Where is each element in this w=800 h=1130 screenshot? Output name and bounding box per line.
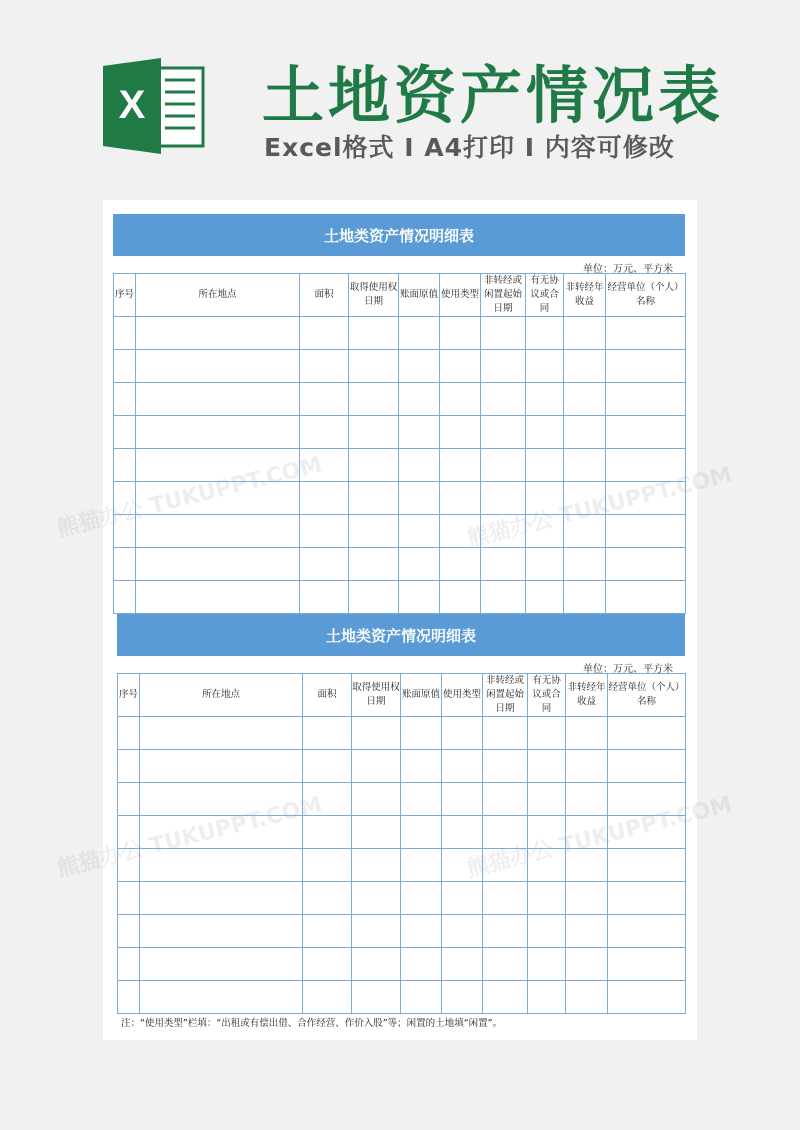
table-cell[interactable] (352, 750, 401, 783)
table-cell[interactable] (118, 915, 140, 948)
col-header: 面积 (303, 674, 352, 717)
table-cell[interactable] (440, 317, 481, 350)
col-header: 有无协议或合同 (526, 274, 564, 317)
table-cell[interactable] (564, 482, 606, 515)
table-cell[interactable] (136, 416, 300, 449)
table-cell[interactable] (300, 581, 349, 614)
col-header: 账面原值 (401, 674, 442, 717)
table-cell[interactable] (349, 581, 399, 614)
table-row (118, 717, 686, 750)
table-cell[interactable] (440, 482, 481, 515)
table-cell[interactable] (566, 948, 608, 981)
table-cell[interactable] (303, 816, 352, 849)
table-cell[interactable] (118, 981, 140, 1014)
table-cell[interactable] (528, 816, 566, 849)
asset-table (117, 673, 686, 1014)
watermark: 熊猫办公 TUKUPPT.COM (464, 792, 735, 883)
table-cell[interactable] (606, 548, 686, 581)
sheet (54, 200, 735, 1040)
table-cell[interactable] (442, 981, 483, 1014)
table-cell[interactable] (118, 783, 140, 816)
table-cell[interactable] (399, 581, 440, 614)
table-cell[interactable] (352, 882, 401, 915)
col-header: 取得使用权日期 (349, 274, 399, 317)
table-body (118, 717, 686, 1014)
table-cell[interactable] (401, 717, 442, 750)
table-cell[interactable] (481, 383, 526, 416)
table-cell[interactable] (481, 515, 526, 548)
table-cell[interactable] (136, 515, 300, 548)
watermark: 熊猫办公 TUKUPPT.COM (54, 452, 325, 543)
table-cell[interactable] (118, 882, 140, 915)
table-cell[interactable] (483, 816, 528, 849)
page-subtitle: Excel格式 I A4打印 I 内容可修改 (264, 133, 675, 162)
table-row (114, 383, 686, 416)
table-cell[interactable] (564, 383, 606, 416)
table-header-row (118, 674, 686, 717)
col-header: 使用类型 (440, 274, 481, 317)
table-row (114, 317, 686, 350)
table-cell[interactable] (606, 383, 686, 416)
col-header: 使用类型 (442, 674, 483, 717)
table-row (114, 482, 686, 515)
col-header: 非转经年收益 (566, 674, 608, 717)
table-cell[interactable] (114, 449, 136, 482)
table-cell[interactable] (483, 882, 528, 915)
table-cell[interactable] (481, 416, 526, 449)
table-cell[interactable] (608, 981, 686, 1014)
table-cell[interactable] (399, 317, 440, 350)
table-cell[interactable] (606, 515, 686, 548)
table-cell[interactable] (303, 915, 352, 948)
table-cell[interactable] (352, 915, 401, 948)
table-cell[interactable] (526, 449, 564, 482)
table-cell[interactable] (483, 717, 528, 750)
table-cell[interactable] (440, 515, 481, 548)
table-cell[interactable] (300, 482, 349, 515)
table-cell[interactable] (606, 416, 686, 449)
table-cell[interactable] (118, 849, 140, 882)
table-cell[interactable] (526, 350, 564, 383)
table-cell[interactable] (303, 981, 352, 1014)
table-cell[interactable] (352, 849, 401, 882)
table-cell[interactable] (114, 383, 136, 416)
table-cell[interactable] (399, 350, 440, 383)
table-cell[interactable] (140, 882, 303, 915)
table-cell[interactable] (401, 750, 442, 783)
table-cell[interactable] (401, 981, 442, 1014)
table-cell[interactable] (303, 882, 352, 915)
table-cell[interactable] (140, 849, 303, 882)
table-cell[interactable] (300, 317, 349, 350)
table-cell[interactable] (136, 548, 300, 581)
table-cell[interactable] (608, 849, 686, 882)
footnote: 注：“使用类型”栏填：“出租或有偿出借、合作经营、作价入股”等；闲置的土地填“闲置”。 (121, 1018, 503, 1029)
table-cell[interactable] (481, 548, 526, 581)
table-cell[interactable] (526, 416, 564, 449)
col-header: 面积 (300, 274, 349, 317)
table-cell[interactable] (303, 750, 352, 783)
table-cell[interactable] (566, 816, 608, 849)
table-cell[interactable] (300, 515, 349, 548)
table-cell[interactable] (528, 981, 566, 1014)
table-cell[interactable] (564, 515, 606, 548)
table-cell[interactable] (440, 383, 481, 416)
table-cell[interactable] (114, 416, 136, 449)
table-cell[interactable] (399, 449, 440, 482)
table-cell[interactable] (140, 750, 303, 783)
table-cell[interactable] (118, 750, 140, 783)
table-cell[interactable] (136, 383, 300, 416)
page-title: 土地资产情况表 (262, 59, 725, 132)
table-cell[interactable] (608, 783, 686, 816)
table-cell[interactable] (528, 882, 566, 915)
table-cell[interactable] (140, 915, 303, 948)
watermark: 熊猫办公 TUKUPPT.COM (464, 462, 735, 553)
table-cell[interactable] (566, 915, 608, 948)
table-cell[interactable] (526, 383, 564, 416)
col-header: 账面原值 (399, 274, 440, 317)
table-cell[interactable] (440, 416, 481, 449)
asset-table (113, 273, 686, 614)
table-cell[interactable] (136, 449, 300, 482)
table-cell[interactable] (564, 317, 606, 350)
table-cell[interactable] (349, 482, 399, 515)
table-cell[interactable] (481, 317, 526, 350)
table-row (114, 449, 686, 482)
table-cell[interactable] (526, 515, 564, 548)
table-cell[interactable] (349, 350, 399, 383)
table-cell[interactable] (349, 449, 399, 482)
table-row (114, 350, 686, 383)
table-cell[interactable] (114, 482, 136, 515)
table-cell[interactable] (566, 717, 608, 750)
table-cell[interactable] (528, 717, 566, 750)
table-row (118, 783, 686, 816)
col-header: 非转经或闲置起始日期 (483, 674, 528, 717)
table-cell[interactable] (303, 948, 352, 981)
table-cell[interactable] (140, 783, 303, 816)
table-cell[interactable] (440, 581, 481, 614)
table-cell[interactable] (608, 915, 686, 948)
table-cell[interactable] (526, 581, 564, 614)
table-body (114, 317, 686, 614)
col-header: 经营单位（个人）名称 (608, 674, 686, 717)
table-cell[interactable] (352, 783, 401, 816)
table-cell[interactable] (564, 449, 606, 482)
table-cell[interactable] (483, 849, 528, 882)
table-row (114, 548, 686, 581)
table-cell[interactable] (118, 816, 140, 849)
table-cell[interactable] (300, 383, 349, 416)
table-cell[interactable] (566, 750, 608, 783)
table-cell[interactable] (608, 948, 686, 981)
table-cell[interactable] (481, 482, 526, 515)
table-cell[interactable] (136, 482, 300, 515)
table-cell[interactable] (401, 816, 442, 849)
table-cell[interactable] (442, 849, 483, 882)
table-cell[interactable] (564, 416, 606, 449)
table-cell[interactable] (606, 350, 686, 383)
table-cell[interactable] (114, 350, 136, 383)
table-cell[interactable] (303, 783, 352, 816)
table-row (118, 750, 686, 783)
table-cell[interactable] (442, 948, 483, 981)
table-cell[interactable] (401, 948, 442, 981)
unit-label: 单位：万元、平方米 (583, 664, 673, 675)
table-cell[interactable] (300, 350, 349, 383)
table-cell[interactable] (566, 849, 608, 882)
table-row (114, 416, 686, 449)
table-cell[interactable] (352, 816, 401, 849)
table-cell[interactable] (481, 581, 526, 614)
table-cell[interactable] (303, 849, 352, 882)
table-row (114, 581, 686, 614)
table-cell[interactable] (483, 783, 528, 816)
table-cell[interactable] (564, 350, 606, 383)
unit-label: 单位：万元、平方米 (583, 264, 673, 275)
watermark: 熊猫办公 TUKUPPT.COM (54, 792, 325, 883)
table-cell[interactable] (349, 548, 399, 581)
col-header: 有无协议或合同 (528, 674, 566, 717)
table-cell[interactable] (442, 915, 483, 948)
table-cell[interactable] (606, 317, 686, 350)
table-cell[interactable] (114, 548, 136, 581)
table-cell[interactable] (399, 482, 440, 515)
col-header: 经营单位（个人）名称 (606, 274, 686, 317)
table-cell[interactable] (526, 317, 564, 350)
table-cell[interactable] (140, 948, 303, 981)
table-cell[interactable] (114, 581, 136, 614)
table-cell[interactable] (352, 948, 401, 981)
table-cell[interactable] (399, 548, 440, 581)
table-cell[interactable] (442, 717, 483, 750)
table-header-row (114, 274, 686, 317)
table-cell[interactable] (566, 882, 608, 915)
col-header: 所在地点 (140, 674, 303, 717)
table-row (118, 948, 686, 981)
table-cell[interactable] (606, 581, 686, 614)
table-cell[interactable] (401, 882, 442, 915)
table-cell[interactable] (440, 548, 481, 581)
table-cell[interactable] (352, 981, 401, 1014)
table-cell[interactable] (136, 581, 300, 614)
table-cell[interactable] (526, 548, 564, 581)
table-cell[interactable] (118, 948, 140, 981)
table-cell[interactable] (442, 783, 483, 816)
table-cell[interactable] (140, 816, 303, 849)
table-cell[interactable] (528, 849, 566, 882)
table-row (114, 515, 686, 548)
table-cell[interactable] (608, 717, 686, 750)
table-cell[interactable] (483, 948, 528, 981)
excel-logo-icon (103, 58, 205, 154)
table-cell[interactable] (483, 750, 528, 783)
table-cell[interactable] (349, 317, 399, 350)
table-row (118, 816, 686, 849)
table-cell[interactable] (483, 981, 528, 1014)
table-cell[interactable] (136, 350, 300, 383)
table-cell[interactable] (114, 515, 136, 548)
table-cell[interactable] (401, 849, 442, 882)
table-cell[interactable] (483, 915, 528, 948)
table-band-title: 土地类资产情况明细表 (117, 614, 685, 656)
table-cell[interactable] (140, 981, 303, 1014)
table-cell[interactable] (399, 515, 440, 548)
table-row (118, 882, 686, 915)
table-cell[interactable] (303, 717, 352, 750)
table-cell[interactable] (440, 350, 481, 383)
table-cell[interactable] (606, 449, 686, 482)
table-cell[interactable] (608, 882, 686, 915)
col-header: 非转经年收益 (564, 274, 606, 317)
table-cell[interactable] (440, 449, 481, 482)
table-cell[interactable] (442, 816, 483, 849)
table-cell[interactable] (442, 882, 483, 915)
table-cell[interactable] (399, 416, 440, 449)
table-cell[interactable] (349, 515, 399, 548)
table-cell[interactable] (300, 449, 349, 482)
logo-letter: X (118, 83, 146, 127)
table-cell[interactable] (528, 783, 566, 816)
table-cell[interactable] (481, 449, 526, 482)
table-row (118, 849, 686, 882)
table-cell[interactable] (566, 783, 608, 816)
col-header: 所在地点 (136, 274, 300, 317)
table-cell[interactable] (349, 383, 399, 416)
table-row (118, 915, 686, 948)
table-cell[interactable] (349, 416, 399, 449)
col-header: 序号 (118, 674, 140, 717)
table-band-title: 土地类资产情况明细表 (113, 214, 685, 256)
table-cell[interactable] (300, 548, 349, 581)
col-header: 非转经或闲置起始日期 (481, 274, 526, 317)
table-cell[interactable] (399, 383, 440, 416)
table-cell[interactable] (442, 750, 483, 783)
col-header: 取得使用权日期 (352, 674, 401, 717)
col-header: 序号 (114, 274, 136, 317)
table-cell[interactable] (300, 416, 349, 449)
header (0, 0, 800, 200)
table-cell[interactable] (114, 317, 136, 350)
table-cell[interactable] (528, 948, 566, 981)
table-cell[interactable] (526, 482, 564, 515)
table-cell[interactable] (136, 317, 300, 350)
table-cell[interactable] (481, 350, 526, 383)
table-cell[interactable] (564, 548, 606, 581)
table-cell[interactable] (564, 581, 606, 614)
table-cell[interactable] (566, 981, 608, 1014)
table-cell[interactable] (140, 717, 303, 750)
table-row (118, 981, 686, 1014)
table-cell[interactable] (606, 482, 686, 515)
table-cell[interactable] (401, 915, 442, 948)
table-cell[interactable] (401, 783, 442, 816)
table-cell[interactable] (608, 750, 686, 783)
table-cell[interactable] (118, 717, 140, 750)
table-cell[interactable] (608, 816, 686, 849)
table-cell[interactable] (528, 750, 566, 783)
table-cell[interactable] (528, 915, 566, 948)
table-cell[interactable] (352, 717, 401, 750)
